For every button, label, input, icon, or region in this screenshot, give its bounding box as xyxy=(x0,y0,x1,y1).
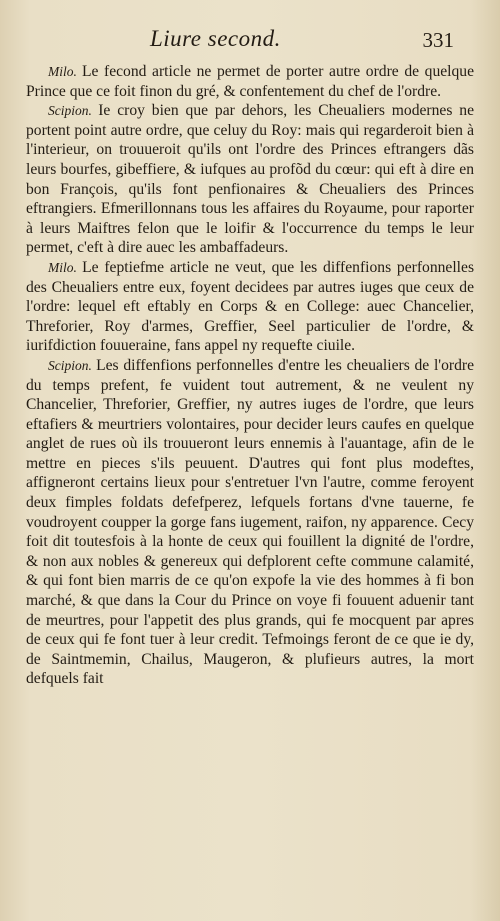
page-header xyxy=(40,26,470,54)
speaker-label: Milo. xyxy=(48,64,77,79)
paragraph-text: Ie croy bien que par dehors, les Cheualiers modernes ne portent point autre ordre, que celuy du Roy: mais qui regarderoit bien à l'interieur, on trouueroit qu'ils ont l'ordre des Princes eftrangers dãs leurs bourfes, gibeffiere, & iufques au profõd du cœur: qui eft à dire en bon François, qu'ils font penfionaires & Cheualiers des Princes eftrangiers. Efmerillonnans tous les affaires du Royaume, pour raporter à leurs Maiftres felon que le loifir & l'occurrence du temps le leur permet, c'eft à dire auec les ambaffadeurs. xyxy=(26,102,474,257)
paragraph-scipion-1 xyxy=(26,101,474,258)
paragraph-text: Le feptiefme article ne veut, que les diffenfions perfonnelles des Cheualiers entre eux, foyent decidees par autres iuges que ceux de l'ordre: lequel eft eftably en Corps & en College: auec Chancelier, Threforier, Roy d'armes, Greffier, Seel particulier de l'ordre, & iurifdiction fouueraine, fans appel ny requefte ciuile. xyxy=(26,258,475,355)
running-title: Liure second. xyxy=(150,26,281,51)
paragraph-milo-2 xyxy=(26,258,474,356)
paragraph-milo-1 xyxy=(26,62,474,101)
body-text xyxy=(26,62,474,689)
paragraph-text: Le fecond article ne permet de porter autre ordre de quelque Prince que ce foit finon du gré, & confentement du chef de l'ordre. xyxy=(26,63,475,100)
speaker-label: Scipion. xyxy=(48,103,92,119)
speaker-label: Milo. xyxy=(48,259,77,275)
speaker-label: Scipion. xyxy=(48,357,92,373)
paragraph-text: Les diffenfions perfonnelles d'entre les cheualiers de l'ordre du temps prefent, fe vuident tout autrement, & ne veulent ny Chancelier, Threforier, Greffier, ny autres iuges de l'ordre, que leurs eftafiers & meurtriers volontaires, pour decider leurs caufes en quelque anglet de rues où ils trouueront leurs ennemis à l'auantage, afin de le mettre en pieces s'ils peuuent. D'autres qui font plus modeftes, affigneront certains lieux pour s'entretuer l'vn l'autre, comme feroyent deux fimples foldats defefperez, lefquels fortans d'vne tauerne, fe voudroyent coupper la gorge fans iugement, raifon, ny apparence. Cecy foit dit toutesfois à la honte de ceux qui fouillent la dignité de l'ordre, & non aux nobles & genereux qui defplorent cefte commune calamité, & qui font bien marris de ce qu'on expofe la vie des hommes à fi bon marché, & que dans la Cour du Prince on voye fi fouuent aduenir tant de meurtres, pour l'appetit des plus grands, qui fe mocquent par apres de ceux qui fe font tuer à leur credit. Tefmoings feront de ce que ie dy, de Saintmemin, Chailus, Maugeron, & plufieurs autres, la mort defquels fait xyxy=(26,356,475,688)
page-number: 331 xyxy=(422,28,454,52)
paragraph-scipion-2 xyxy=(26,356,474,689)
